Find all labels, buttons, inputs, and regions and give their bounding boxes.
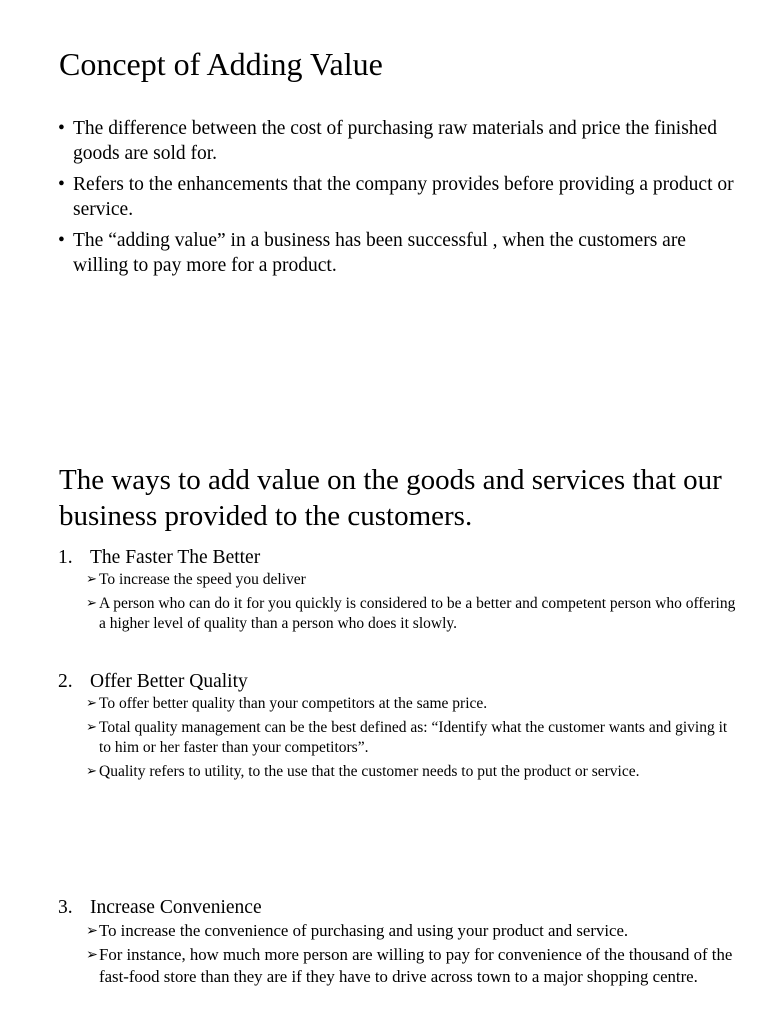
arrow-bullet-icon: ➢ bbox=[86, 923, 98, 939]
sub-point bbox=[86, 694, 738, 714]
bullet-dot-icon: • bbox=[58, 230, 65, 251]
sub-point bbox=[86, 718, 738, 758]
bullet-item bbox=[58, 228, 738, 278]
sub-point-list bbox=[86, 920, 738, 988]
sub-point bbox=[86, 920, 738, 942]
arrow-bullet-icon: ➢ bbox=[86, 696, 98, 711]
arrow-bullet-icon: ➢ bbox=[86, 720, 98, 735]
sub-point bbox=[86, 762, 738, 782]
arrow-bullet-icon: ➢ bbox=[86, 764, 98, 779]
sub-point bbox=[86, 570, 738, 590]
section-offer-better-quality bbox=[58, 670, 738, 786]
bullet-dot-icon: • bbox=[58, 118, 65, 139]
sub-point-text: To increase the speed you deliver bbox=[99, 571, 306, 588]
slide-ways-to-add-value bbox=[0, 440, 768, 1024]
slide-concept-of-adding-value bbox=[0, 0, 768, 440]
sub-point-text: To increase the convenience of purchasing and using your product and service. bbox=[99, 921, 629, 940]
bullet-dot-icon: • bbox=[58, 174, 65, 195]
section-faster-the-better bbox=[58, 546, 738, 638]
bullet-text: Refers to the enhancements that the company provides before providing a product or service. bbox=[73, 174, 734, 220]
section-number: 1. bbox=[58, 547, 73, 568]
bullet-item bbox=[58, 116, 738, 166]
bullet-item bbox=[58, 172, 738, 222]
bullet-list bbox=[58, 116, 738, 284]
sub-point-text: To offer better quality than your competitors at the same price. bbox=[99, 695, 488, 712]
sub-point bbox=[86, 944, 738, 988]
arrow-bullet-icon: ➢ bbox=[86, 947, 98, 963]
section-number: 2. bbox=[58, 671, 73, 692]
section-number: 3. bbox=[58, 897, 73, 918]
slide-title: Concept of Adding Value bbox=[59, 46, 383, 82]
arrow-bullet-icon: ➢ bbox=[86, 596, 98, 611]
section-heading-text: The Faster The Better bbox=[90, 547, 261, 568]
slide-title: The ways to add value on the goods and services that our business provided to the customers. bbox=[59, 464, 722, 532]
section-heading bbox=[58, 670, 738, 694]
sub-point-list bbox=[86, 694, 738, 782]
section-heading-text: Offer Better Quality bbox=[90, 671, 248, 692]
sub-point-text: A person who can do it for you quickly is considered to be a better and competent person who offering a higher level of quality than a person who does it slowly. bbox=[99, 595, 736, 632]
section-heading bbox=[58, 546, 738, 570]
sub-point bbox=[86, 594, 738, 634]
arrow-bullet-icon: ➢ bbox=[86, 572, 98, 587]
sub-point-list bbox=[86, 570, 738, 634]
section-heading bbox=[58, 896, 738, 920]
sub-point-text: Total quality management can be the best defined as: “Identify what the customer wants and giving it to him or her faster than your competitors”. bbox=[99, 719, 728, 756]
sub-point-text: Quality refers to utility, to the use that the customer needs to put the product or service. bbox=[99, 763, 640, 780]
section-heading-text: Increase Convenience bbox=[90, 897, 262, 918]
sub-point-text: For instance, how much more person are willing to pay for convenience of the thousand of the fast-food store than they are if they have to drive across town to a major shopping centre. bbox=[99, 945, 733, 986]
bullet-text: The “adding value” in a business has been successful , when the customers are willing to pay more for a product. bbox=[73, 230, 686, 276]
bullet-text: The difference between the cost of purchasing raw materials and price the finished goods are sold for. bbox=[73, 118, 717, 164]
section-increase-convenience bbox=[58, 896, 738, 990]
